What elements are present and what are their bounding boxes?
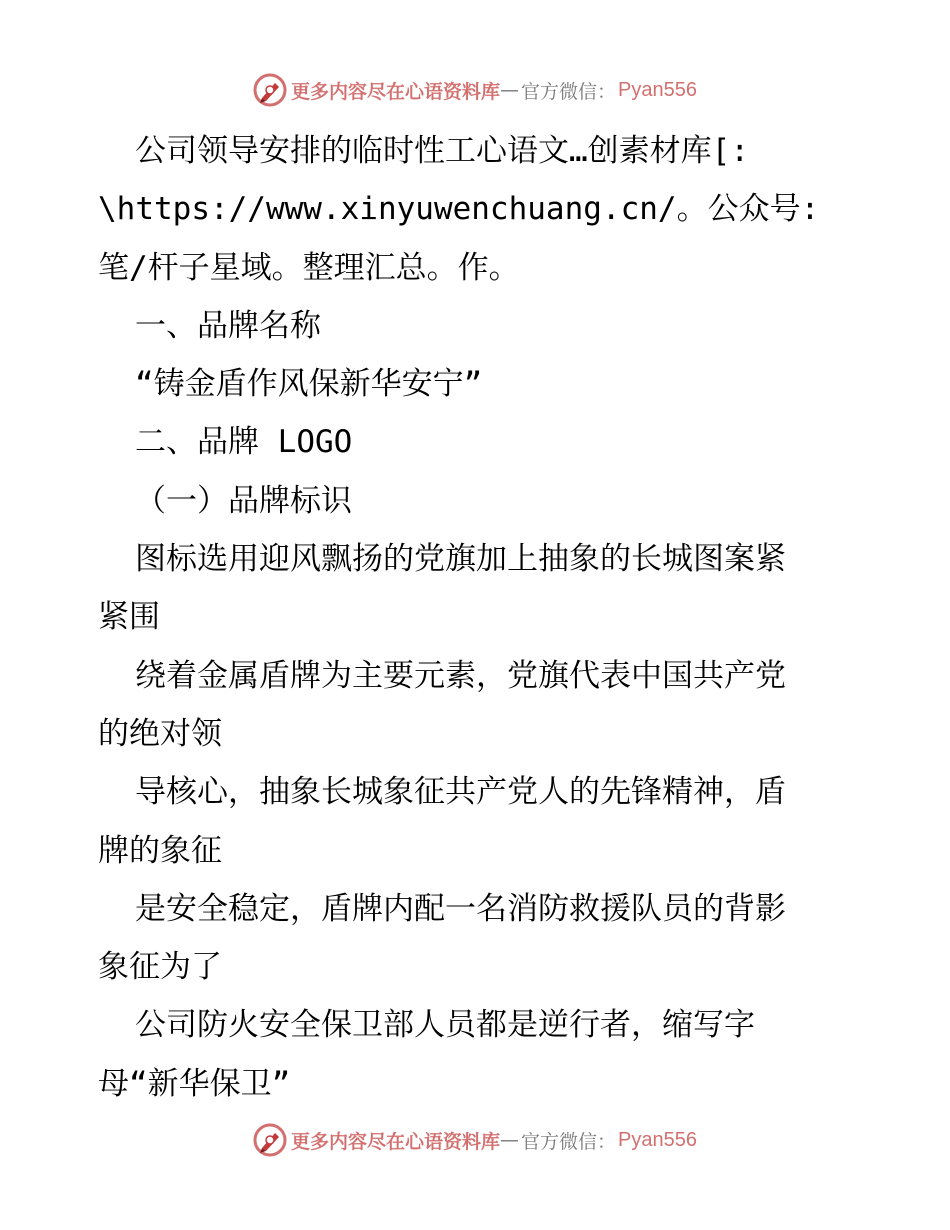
banner-wechat-label: 官方微信：	[521, 80, 617, 103]
subsection-heading: （一）品牌标识	[135, 482, 352, 519]
header-banner	[0, 70, 950, 110]
body-line: 的绝对领	[98, 715, 222, 752]
document-body	[98, 122, 858, 1113]
footer-banner	[0, 1120, 950, 1160]
banner-promo-text: 更多内容尽在心语资料库	[291, 80, 501, 103]
section-heading: 一、品牌名称	[135, 307, 321, 344]
footer-banner-content	[253, 1123, 697, 1157]
body-line: 象征为了	[98, 949, 222, 986]
body-line: 笔/杆子星域。整理汇总。作。	[98, 249, 520, 286]
body-line: 紧围	[98, 599, 160, 636]
section-heading: 二、品牌 LOGO	[135, 424, 353, 461]
body-line: 绕着金属盾牌为主要元素，党旗代表中国共产党	[135, 657, 786, 694]
banner-separator: —	[500, 79, 520, 101]
banner-promo-text: 更多内容尽在心语资料库	[291, 1130, 501, 1153]
body-line: \https://www.xinyuwenchuang.cn/。公众号:	[98, 191, 820, 228]
header-banner-content	[253, 73, 697, 107]
banner-wechat-id: Pyan556	[618, 1128, 697, 1151]
body-line: 牌的象征	[98, 832, 222, 869]
pen-logo-icon	[253, 73, 287, 107]
body-line: 母“新华保卫”	[98, 1065, 291, 1102]
body-line: 图标选用迎风飘扬的党旗加上抽象的长城图案紧	[135, 541, 786, 578]
banner-wechat-id: Pyan556	[618, 78, 697, 101]
body-line: 是安全稳定，盾牌内配一名消防救援队员的背影	[135, 890, 786, 927]
brand-slogan: “铸金盾作风保新华安宁”	[135, 366, 483, 403]
body-line: 公司领导安排的临时性工心语文…创素材库[:	[135, 133, 749, 169]
banner-wechat-label: 官方微信：	[521, 1130, 617, 1153]
banner-separator: —	[500, 1129, 520, 1151]
body-line: 导核心，抽象长城象征共产党人的先锋精神，盾	[135, 774, 786, 811]
pen-logo-icon	[253, 1123, 287, 1157]
body-line: 公司防火安全保卫部人员都是逆行者，缩写字	[135, 1007, 755, 1044]
